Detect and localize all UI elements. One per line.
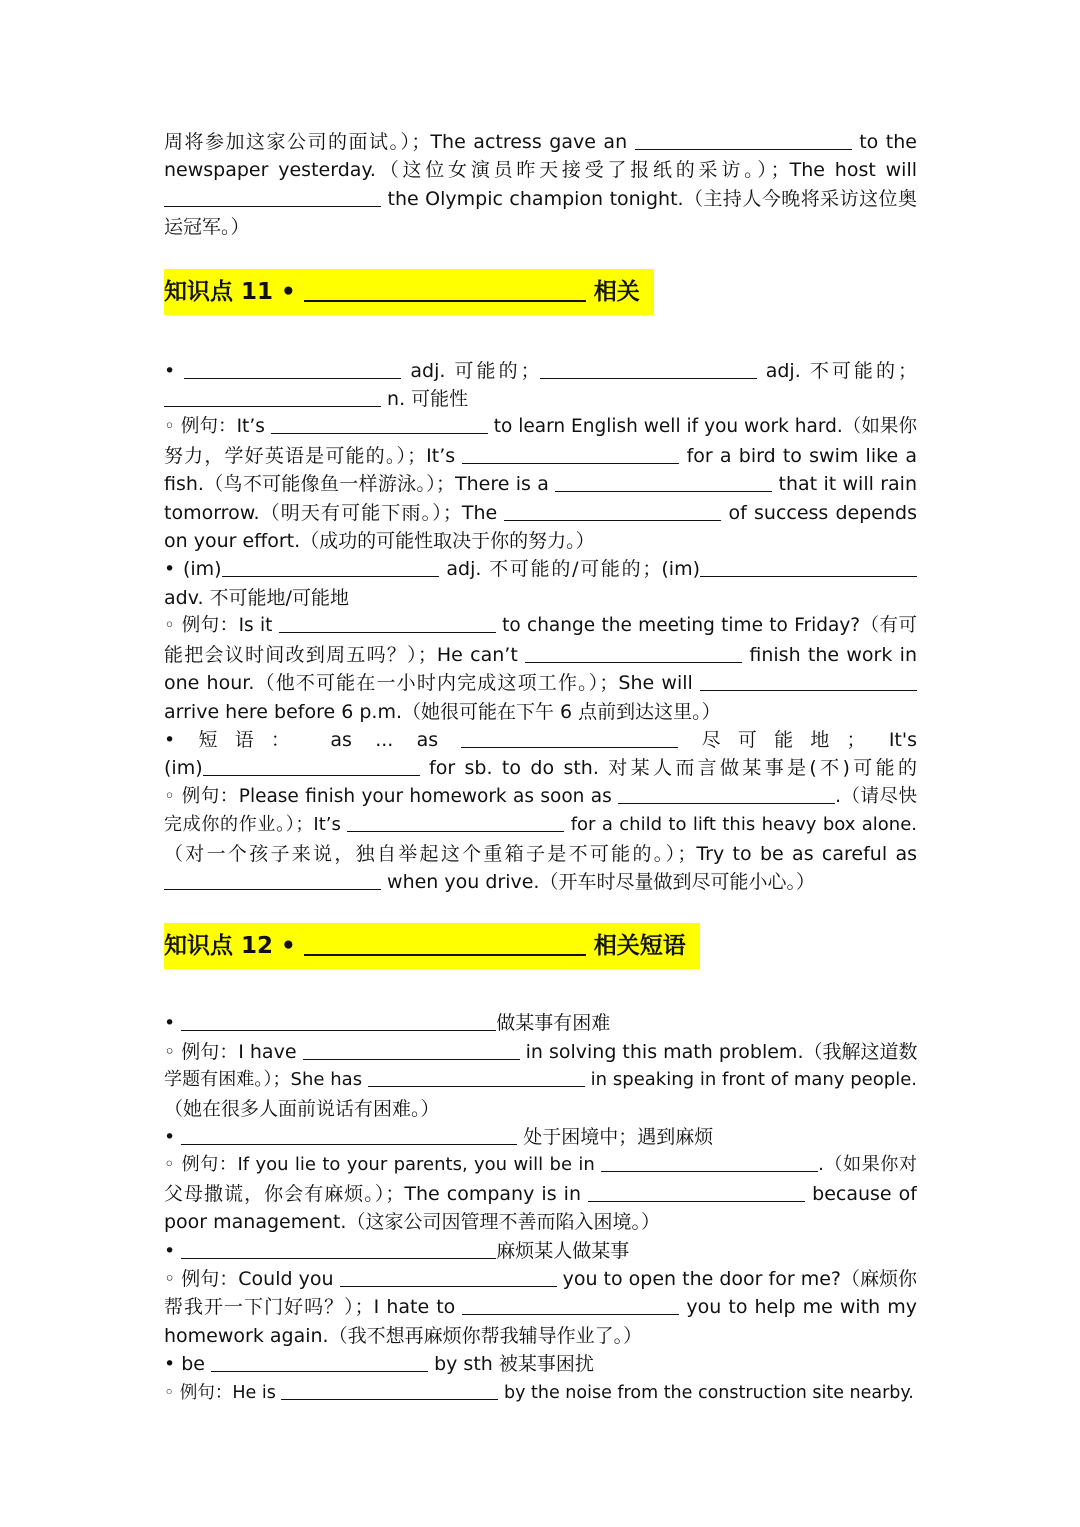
section-heading-12: 知识点 12 • 相关短语 <box>164 923 700 969</box>
fill-blank[interactable] <box>222 558 439 577</box>
fill-blank[interactable] <box>281 1381 498 1400</box>
fill-blank[interactable] <box>181 1126 517 1145</box>
fill-blank[interactable] <box>181 1240 496 1259</box>
text-line: adv. 不可能地/可能地 <box>164 586 349 609</box>
fill-blank[interactable] <box>164 188 381 207</box>
fill-blank[interactable] <box>555 473 772 492</box>
heading-blank[interactable] <box>304 932 586 956</box>
text-line: 运冠军。） <box>164 216 250 239</box>
fill-blank[interactable] <box>700 558 917 577</box>
text-line: newspaper yesterday.（这位女演员昨天接受了报纸的采访。）；The host will <box>164 159 917 182</box>
text-line: one hour.（他不可能在一小时内完成这项工作。）；She will <box>164 669 917 697</box>
text-line: （对一个孩子来说，独自举起这个重箱子是不可能的。）；Try to be as careful as <box>164 842 917 865</box>
fill-blank[interactable] <box>340 1268 557 1287</box>
fill-blank[interactable] <box>347 813 564 832</box>
text-line: 完成你的作业。）；It’s for a child to lift this heavy box alone. <box>164 814 917 836</box>
text-line: • (im) adj. 不可能的/可能的；(im) <box>164 555 917 583</box>
fill-blank[interactable] <box>462 1296 679 1315</box>
text-line: the Olympic champion tonight.（主持人今晚将采访这位奥 <box>164 185 917 213</box>
fill-blank[interactable] <box>303 1041 520 1060</box>
heading-blank[interactable] <box>304 278 586 302</box>
text-line: 能把会议时间改到周五吗？）；He can’t finish the work in <box>164 643 917 666</box>
text-line: 父母撒谎，你会有麻烦。）；The company is in because of <box>164 1182 917 1205</box>
text-line: ◦ 例句：He is by the noise from the construction site nearby. <box>164 1382 914 1403</box>
section-11-body <box>164 357 917 897</box>
fill-blank[interactable] <box>279 614 496 633</box>
text-line: on your effort.（成功的可能性取决于你的努力。） <box>164 530 595 553</box>
text-line: ◦ 例句：Is it to change the meeting time to Friday?（有可 <box>164 615 917 637</box>
text-line: • 短语： as ... as 尽可能地； It's <box>164 728 917 751</box>
document-page <box>164 128 917 1407</box>
fill-blank[interactable] <box>601 1153 818 1172</box>
fill-blank[interactable] <box>184 360 401 379</box>
text-line: ◦ 例句：If you lie to your parents, you will be in .（如果你对 <box>164 1154 917 1176</box>
text-line: ◦ 例句：Please finish your homework as soon as .（请尽快 <box>164 785 917 807</box>
fill-blank[interactable] <box>211 1353 428 1372</box>
text-line: （她在很多人面前说话有困难。） <box>164 1097 440 1120</box>
section-heading-11: 知识点 11 • 相关 <box>164 269 654 315</box>
fill-blank[interactable] <box>504 502 721 521</box>
intro-block <box>164 128 917 242</box>
fill-blank[interactable] <box>181 1012 496 1031</box>
fill-blank[interactable] <box>635 131 852 150</box>
text-line: ◦ 例句：I have in solving this math problem.（我解这道数 <box>164 1040 917 1063</box>
text-line: • adj. 可能的； adj. 不可能的； <box>164 359 917 382</box>
text-line: tomorrow.（明天有可能下雨。）；The of success depends <box>164 501 917 524</box>
text-line: • 做某事有困难 <box>164 1012 611 1035</box>
fill-blank[interactable] <box>462 445 679 464</box>
text-line: 帮我开一下门好吗？）；I hate to you to help me with my <box>164 1296 917 1319</box>
text-line: • 麻烦某人做某事 <box>164 1239 630 1262</box>
text-line: • be by sth 被某事困扰 <box>164 1353 594 1376</box>
text-line: fish.（鸟不可能像鱼一样游泳。）；There is a that it will rain <box>164 473 917 496</box>
fill-blank[interactable] <box>540 360 757 379</box>
fill-blank[interactable] <box>700 672 917 691</box>
text-line: 周将参加这家公司的面试。）；The actress gave an to the <box>164 131 917 153</box>
text-line: poor management.（这家公司因管理不善而陷入困境。） <box>164 1211 660 1234</box>
fill-blank[interactable] <box>271 415 488 434</box>
text-line: 努力，学好英语是可能的。）；It’s for a bird to swim like a <box>164 444 917 467</box>
text-line: (im) for sb. to do sth. 对某人而言做某事是(不)可能的 <box>164 757 917 780</box>
fill-blank[interactable] <box>525 644 742 663</box>
text-line: arrive here before 6 p.m.（她很可能在下午 6 点前到达这里。） <box>164 700 721 723</box>
fill-blank[interactable] <box>461 729 678 748</box>
text-line: when you drive.（开车时尽量做到尽可能小心。） <box>164 868 917 896</box>
text-line: ◦ 例句：Could you you to open the door for me?（麻烦你 <box>164 1268 917 1290</box>
section-12-body <box>164 1009 917 1407</box>
fill-blank[interactable] <box>618 785 835 804</box>
fill-blank[interactable] <box>164 871 381 890</box>
fill-blank[interactable] <box>203 757 420 776</box>
text-line: homework again.（我不想再麻烦你帮我辅导作业了。） <box>164 1324 643 1347</box>
text-line: n. 可能性 <box>164 385 917 413</box>
fill-blank[interactable] <box>588 1183 805 1202</box>
text-line: 学题有困难。）；She has in speaking in front of many people. <box>164 1069 917 1091</box>
fill-blank[interactable] <box>164 388 381 407</box>
text-line: • 处于困境中；遇到麻烦 <box>164 1125 714 1148</box>
fill-blank[interactable] <box>368 1068 585 1087</box>
text-line: ◦ 例句：It’s to learn English well if you work hard.（如果你 <box>164 416 917 438</box>
